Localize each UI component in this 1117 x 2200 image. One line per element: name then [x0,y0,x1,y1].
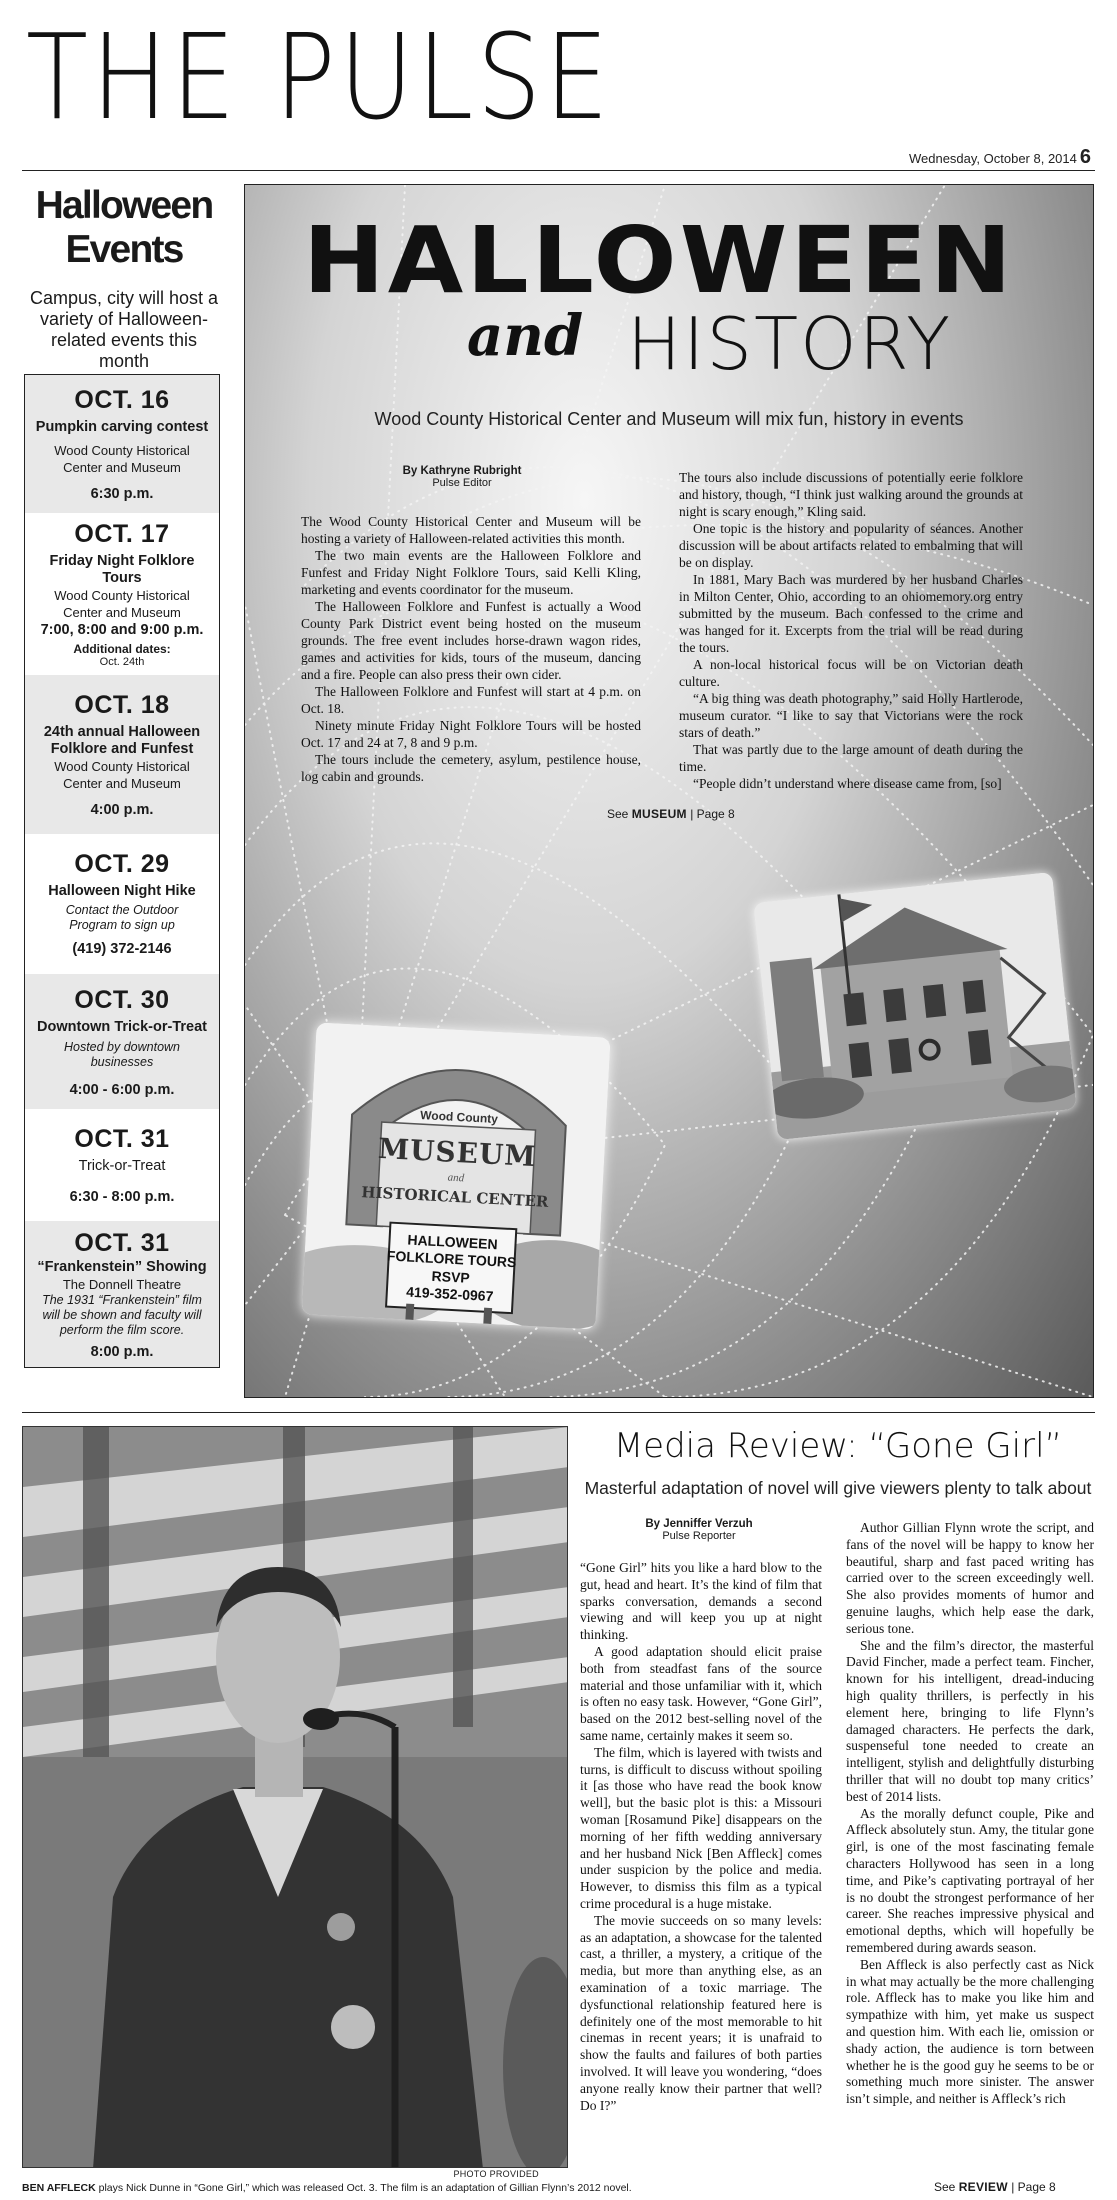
museum-building-photo [753,872,1076,1140]
paragraph: The two main events are the Halloween Folklore and Funfest and Friday Night Folklore Tours, said Kelli Kling, marketing and events coordinator for the museum. [301,548,641,597]
paragraph: The tours also include discussions of potentially eerie folklore and history, though, “I think just walking around the grounds at night is scary enough,” Kling said. [679,470,1023,519]
sign-board-folklore-tours: FOLKLORE TOURS [386,1247,517,1271]
byline-role: Pulse Editor [432,477,492,489]
event-time: 4:00 p.m. [90,801,154,818]
event-note: Hosted by downtown businesses [63,1039,181,1069]
feature-deck: Wood County Historical Center and Museum will mix fun, history in events [374,409,964,429]
feature-column-2 [679,469,1023,792]
event-date: OCT. 17 [74,519,170,548]
event-date: OCT. 29 [74,850,170,879]
paragraph: The Wood County Historical Center and Museum will be hosting a variety of Halloween-related activities this month. [301,514,641,546]
sign-board-rsvp: RSVP [431,1267,471,1286]
paragraph: A non-local historical focus will be on Victorian death culture. [679,657,1023,689]
sidebar-subtitle: Campus, city will host a variety of Halloween-related events this month [29,288,219,371]
event-location: Wood County Historical Center and Museum [54,442,190,475]
byline-name: By Kathryne Rubright [402,465,522,477]
sign-text [302,1023,611,1330]
event-item [25,513,219,675]
museum-sign-photo [302,1023,611,1330]
byline-role: Pulse Reporter [662,1530,736,1542]
jump-see: See [934,2180,956,2194]
review-column-1 [580,1560,822,2114]
paragraph: She and the film’s director, the masterful David Fincher, made a perfect team. Fincher, known for his intelligent, dread-inducing high quality thrillers, is perfectly in his element here, bringing to life Flynn’s damaged characters. He perfects the dark, suspenseful tone needed to create an intelligent, stylish and delightfully disturbing thriller that will no doubt top many critics’ best of 2014 lists. [846,1637,1094,1804]
section-rule [22,1412,1095,1413]
paragraph: As the morally defunct couple, Pike and Affleck absolutely stun. Amy, the titular gone girl, is one of the most fascinating female characters Hollywood has seen in a long time, and Pike’s captivating portrayal of her is no doubt the strongest performance of her career. She reaches impressive physical and emotional depths, which will hopefully be remembered during awards season. [846,1805,1094,1955]
caption-text: plays Nick Dunne in “Gone Girl,” which was released Oct. 3. The film is an adaptation of Gillian Flynn’s 2012 novel. [95,2182,632,2194]
event-title: 24th annual Halloween Folklore and Funfest [43,723,201,757]
jump-word: REVIEW [958,2180,1008,2194]
jump-see: See [607,807,629,821]
museum-building-image [753,872,1076,1140]
event-date: OCT. 31 [74,1228,170,1257]
event-date: OCT. 31 [74,1125,170,1154]
sidebar-title: Halloween Events [35,184,213,271]
paragraph: “A big thing was death photography,” said Holly Hartlerode, museum curator. “I like to say that Victorians were the rock stars of death.” [679,691,1023,740]
events-list [24,374,220,1368]
paragraph: Author Gillian Flynn wrote the script, and fans of the novel will be happy to know her beautiful, sharp and fast paced writing has carried over to the screen exceedingly well. She also provides moments of humor and genuine laughs, which help ease the dark, serious tone. [846,1520,1094,1636]
feature-byline [377,465,547,489]
sign-line-wood-county: Wood County [419,1108,499,1127]
jump-page: | Page 8 [1011,2180,1056,2194]
byline-name: By Jenniffer Verzuh [645,1518,753,1530]
paragraph: “People didn’t understand where disease came from, [so] [693,776,1002,791]
paragraph: Ben Affleck is also perfectly cast as Nick in what may actually be the more challenging role. Affleck has to make you like him and sympathize with him, yet make us suspect and question him. With each lie, omission or shady action, the audience is torn between whether he is the good guy he seems to be or something much more sinister. The answer isn’t simple, and neither is Affleck’s rich [846,1956,1094,2107]
sign-board-phone: 419-352-0967 [405,1283,494,1305]
event-phone: (419) 372-2146 [72,941,172,958]
paragraph: That was partly due to the large amount of death during the time. [679,742,1023,774]
event-date: OCT. 18 [74,690,170,719]
event-time: 6:30 p.m. [90,485,154,502]
page-number: 6 [1079,146,1091,168]
review-title: Media Review: “Gone Girl” [613,1426,1063,1466]
paragraph: A good adaptation should elicit praise both from steadfast fans of the source material and those unfamiliar with it, which is often no easy task. However, “Gone Girl”, based on the 2012 best-selling novel of the same name, certainly makes it seem so. [580,1643,822,1743]
event-title: “Frankenstein” Showing [37,1258,207,1275]
paragraph: The film, which is layered with twists and turns, is difficult to discuss without spoiling it [as those who have read the book know well], but the basic plot is this: a Missouri woman [Rosamund Pike] disappears on the morning of her fifth wedding anniversary and her husband Nick [Ben Affleck] comes under suspicion by the police and media. However, to dismiss this film as a typical crime procedural is a huge mistake. [580,1744,822,1911]
event-location: Wood County Historical Center and Museum [54,758,190,791]
event-title: Halloween Night Hike [48,883,196,900]
ben-affleck-image [23,1427,568,2168]
event-title: Friday Night Folklore Tours [49,552,195,586]
event-title: Downtown Trick-or-Treat [37,1018,207,1035]
masthead: THE PULSE [26,8,613,146]
event-item [25,974,219,1109]
paragraph: The movie succeeds on so many levels: as an adaptation, a showcase for the talented cast, a thriller, a mystery, a critique of the media, but more than anything else, as an examination of a toxic marriage. The dysfunctional relationship featured here is definitely one of the most memorable to hit cinemas in recent years; it is unafraid to show the faults and failures of both parties involved. It will leave you wondering, “does anyone really know their partner that well? Do I?” [580,1912,822,2113]
event-title: Trick-or-Treat [78,1158,166,1175]
event-title: Pumpkin carving contest [35,418,209,435]
caption-lead: BEN AFFLECK [22,2182,96,2194]
event-item [25,675,219,834]
event-time: 8:00 p.m. [90,1343,154,1360]
event-location: The Donnell Theatre [62,1276,182,1292]
paragraph: In 1881, Mary Bach was murdered by her husband Charles in Milton Center, Ohio, according to an ohiomemory.org entry submitted by the museum. Bach confessed to the crime and was hanged for it. Excerpts from the trial will be read during the tours. [679,572,1023,655]
event-time: 6:30 - 8:00 p.m. [69,1189,175,1206]
event-item [25,375,219,513]
feature-headline-history: HISTORY [627,302,953,386]
review-deck: Masterful adaptation of novel will give viewers plenty to talk about [584,1478,1092,1498]
feature-headline-halloween: HALLOWEEN [303,207,1015,314]
halloween-feature [244,184,1094,1398]
feature-column-1 [301,513,641,785]
event-location: Wood County Historical Center and Museum [54,587,190,620]
review-byline [624,1518,774,1542]
paragraph: The Halloween Folklore and Funfest is actually a Wood County Park District event being hosted on the museum grounds. The free event includes horse-drawn wagon rides, games and activities for kids, tours of the museum, dancing and a fire. People can also press their own cider. [301,599,641,682]
feature-headline-and: and [467,303,584,369]
ben-affleck-photo [22,1426,568,2168]
paragraph: The tours include the cemetery, asylum, pestilence house, log cabin and grounds. [301,752,641,784]
event-date: OCT. 30 [74,985,170,1014]
sign-line-museum: MUSEUM [377,1131,538,1174]
jump-word: MUSEUM [631,807,687,821]
paragraph: The Halloween Folklore and Funfest will start at 4 p.m. on Oct. 18. [301,684,641,716]
event-date: OCT. 16 [74,385,170,414]
photo-caption [22,2182,632,2194]
photo-credit: PHOTO PROVIDED [453,2169,539,2179]
event-time: 4:00 - 6:00 p.m. [69,1081,175,1098]
event-item [25,834,219,975]
event-note: The 1931 “Frankenstein” film will be shown and faculty will perform the film score. [42,1292,202,1337]
jump-line-review[interactable] [934,2180,1056,2194]
sign-board-halloween: HALLOWEEN [407,1231,499,1253]
paragraph: One topic is the history and popularity of séances. Another discussion will be about artifacts related to embalming that will be on display. [679,521,1023,570]
sign-line-and: and [447,1171,465,1185]
sign-line-historical-center: HISTORICAL CENTER [360,1183,549,1211]
dateline [909,146,1091,169]
review-column-2 [846,1520,1094,2108]
dateline-date: Wednesday, October 8, 2014 [908,151,1077,166]
event-additional-label: Additional dates: [73,641,171,656]
jump-page: | Page 8 [690,807,735,821]
paragraph: “Gone Girl” hits you like a hard blow to the gut, head and heart. It’s the kind of film that sparks conversation, demands a second viewing and will keep you up at night thinking. [580,1560,822,1643]
event-item [25,1109,219,1221]
top-rule [22,170,1095,171]
event-additional-dates: Oct. 24th [99,655,145,668]
event-item [25,1221,219,1367]
event-time: 7:00, 8:00 and 9:00 p.m. [40,621,204,638]
jump-line-museum[interactable] [607,807,735,821]
event-note: Contact the Outdoor Program to sign up [65,903,179,933]
paragraph: Ninety minute Friday Night Folklore Tours will be hosted Oct. 17 and 24 at 7, 8 and 9 p.m. [301,718,641,750]
